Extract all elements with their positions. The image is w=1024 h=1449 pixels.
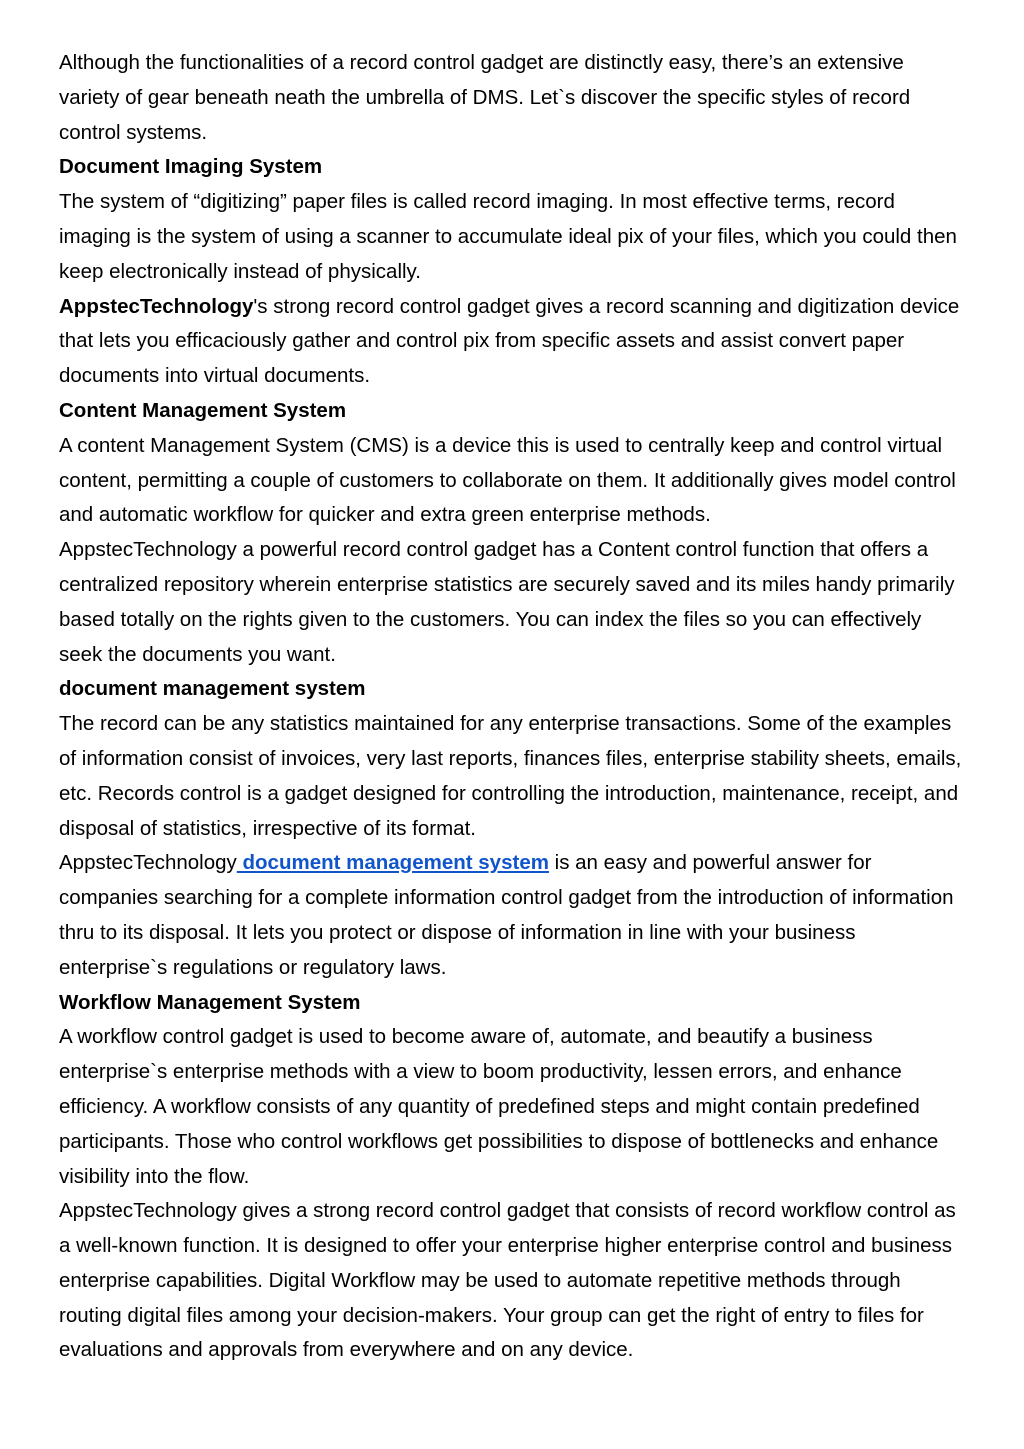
content-management-appstec-paragraph: AppstecTechnology a powerful record control gadget has a Content control function that offers a centralized repository wherein enterprise statistics are securely saved and its miles handy primarily based totally on the rights given to the customers. You can index the files so you can effectively seek the documents you want. — [59, 538, 955, 666]
document-management-appstec-paragraph — [59, 846, 968, 985]
paragraph-text: is an easy and powerful answer for companies searching for a complete information control gadget from the introduction of information thru to its disposal. It lets you protect or dispose of information in line with your business enterprise`s regulations or regulatory laws. — [59, 851, 954, 979]
document-imaging-appstec-paragraph — [59, 290, 968, 394]
intro-paragraph: Although the functionalities of a record control gadget are distinctly easy, there’s an extensive variety of gear beneath neath the umbrella of DMS. Let`s discover the specific styles of record control systems. — [59, 51, 911, 144]
section-heading-workflow-management: Workflow Management System — [59, 990, 361, 1014]
document-imaging-paragraph: The system of “digitizing” paper files is called record imaging. In most effective terms, record imaging is the system of using a scanner to accumulate ideal pix of your files, which you could then keep electronically instead of physically. — [59, 190, 957, 283]
section-heading-document-imaging: Document Imaging System — [59, 155, 323, 179]
paragraph-prefix: AppstecTechnology — [59, 851, 237, 875]
document-management-paragraph: The record can be any statistics maintained for any enterprise transactions. Some of the examples of information consist of invoices, very last reports, finances files, enterprise stability sheets, emails, etc. Records control is a gadget designed for controlling the introduction, maintenance, receipt, and disposal of statistics, irrespective of its format. — [59, 712, 962, 840]
section-heading-content-management: Content Management System — [59, 398, 347, 422]
document-management-system-link[interactable]: document management system — [236, 851, 549, 875]
paragraph-text: 's strong record control gadget gives a record scanning and digitization device that lets you efficaciously gather and control pix from specific assets and assist convert paper documents into virtual documents. — [59, 294, 960, 388]
section-heading-document-management: document management system — [59, 677, 366, 701]
brand-name: AppstecTechnology — [59, 294, 254, 318]
workflow-management-appstec-paragraph: AppstecTechnology gives a strong record control gadget that consists of record workflow control as a well-known function. It is designed to offer your enterprise higher enterprise control and business enterprise capabilities. Digital Workflow may be used to automate repetitive methods through routing digital files among your decision-makers. Your group can get the right of entry to files for evaluations and approvals from everywhere and on any device. — [59, 1199, 956, 1362]
workflow-management-paragraph: A workflow control gadget is used to become aware of, automate, and beautify a business enterprise`s enterprise methods with a view to boom productivity, lessen errors, and enhance efficiency. A workflow consists of any quantity of predefined steps and might contain predefined participants. Those who control workflows get possibilities to dispose of bottlenecks and enhance visibility into the flow. — [59, 1025, 939, 1188]
content-management-paragraph: A content Management System (CMS) is a device this is used to centrally keep and control virtual content, permitting a couple of customers to collaborate on them. It additionally gives model control and automatic workflow for quicker and extra green enterprise methods. — [59, 433, 956, 527]
